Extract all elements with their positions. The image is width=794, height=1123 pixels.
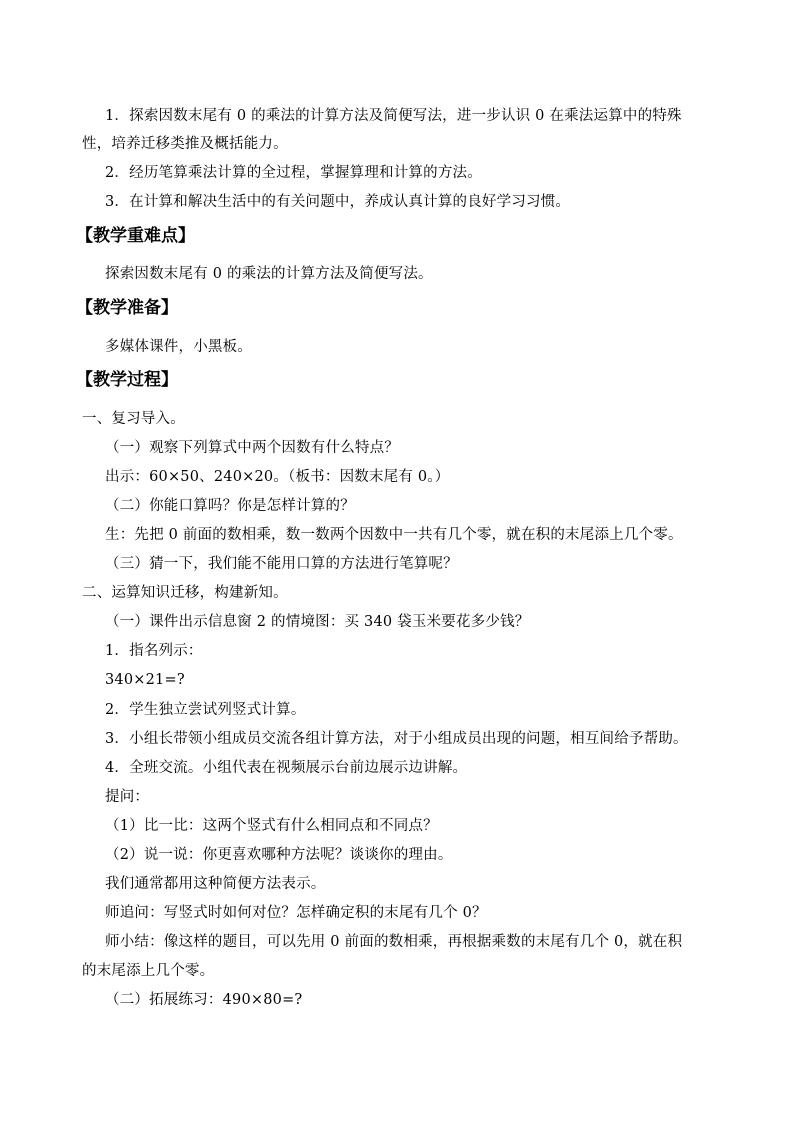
review-question-1: （一）观察下列算式中两个因数有什么特点？ [105, 440, 399, 456]
step-3: 3．小组长带领小组成员交流各组计算方法，对于小组成员出现的问题，相互间给予帮助。 [105, 731, 688, 747]
student-answer: 生：先把 0 前面的数相乘，数一数两个因数中一共有几个零，就在积的末尾添上几个零。 [105, 527, 683, 543]
teacher-summary: 师小结：像这样的题目，可以先用 0 前面的数相乘，再根据乘数的末尾有几个 0，就在积 [105, 934, 683, 950]
objective-line-3: 3．在计算和解决生活中的有关问题中，养成认真计算的良好学习习惯。 [105, 194, 571, 210]
compare-question: （1）比一比：这两个竖式有什么相同点和不同点？ [105, 818, 438, 834]
review-display: 出示：60×50、240×20。（板书：因数末尾有 0。） [105, 469, 450, 485]
section-one-title: 一、复习导入。 [82, 411, 185, 427]
review-question-3: （三）猜一下，我们能不能用口算的方法进行笔算呢？ [105, 556, 458, 572]
objective-line-1-cont: 性，培养迁移类推及概括能力。 [82, 136, 288, 152]
question-label: 提问： [105, 789, 150, 805]
objective-line-1: 1．探索因数末尾有 0 的乘法的计算方法及简便写法，进一步认识 0 在乘法运算中的特殊 [105, 108, 682, 124]
preference-question: （2）说一说：你更喜欢哪种方法呢？谈谈你的理由。 [105, 847, 453, 863]
method-note: 我们通常都用这种简便方法表示。 [105, 876, 326, 892]
objective-line-2: 2．经历笔算乘法计算的全过程，掌握算理和计算的方法。 [105, 165, 482, 181]
extension-exercise: （二）拓展练习：490×80=? [105, 992, 303, 1008]
step-1: 1．指名列示： [105, 643, 203, 659]
process-heading: 【教学过程】 [76, 370, 178, 390]
teacher-summary-cont: 的末尾添上几个零。 [82, 963, 215, 979]
key-points-heading: 【教学重难点】 [76, 226, 195, 246]
step-4: 4．全班交流。小组代表在视频展示台前边展示边讲解。 [105, 760, 468, 776]
equation: 340×21=? [105, 672, 185, 688]
section-two-title: 二、运算知识迁移，构建新知。 [82, 585, 288, 601]
review-question-2: （二）你能口算吗？你是怎样计算的？ [105, 498, 355, 514]
preparation-text: 多媒体课件，小黑板。 [105, 339, 252, 355]
step-2: 2．学生独立尝试列竖式计算。 [105, 702, 306, 718]
preparation-heading: 【教学准备】 [76, 298, 178, 318]
key-points-text: 探索因数末尾有 0 的乘法的计算方法及简便写法。 [105, 266, 433, 282]
teacher-followup: 师追问：写竖式时如何对位？怎样确定积的末尾有几个 0？ [105, 905, 487, 921]
scenario-prompt: （一）课件出示信息窗 2 的情境图：买 340 袋玉米要花多少钱？ [105, 614, 530, 630]
